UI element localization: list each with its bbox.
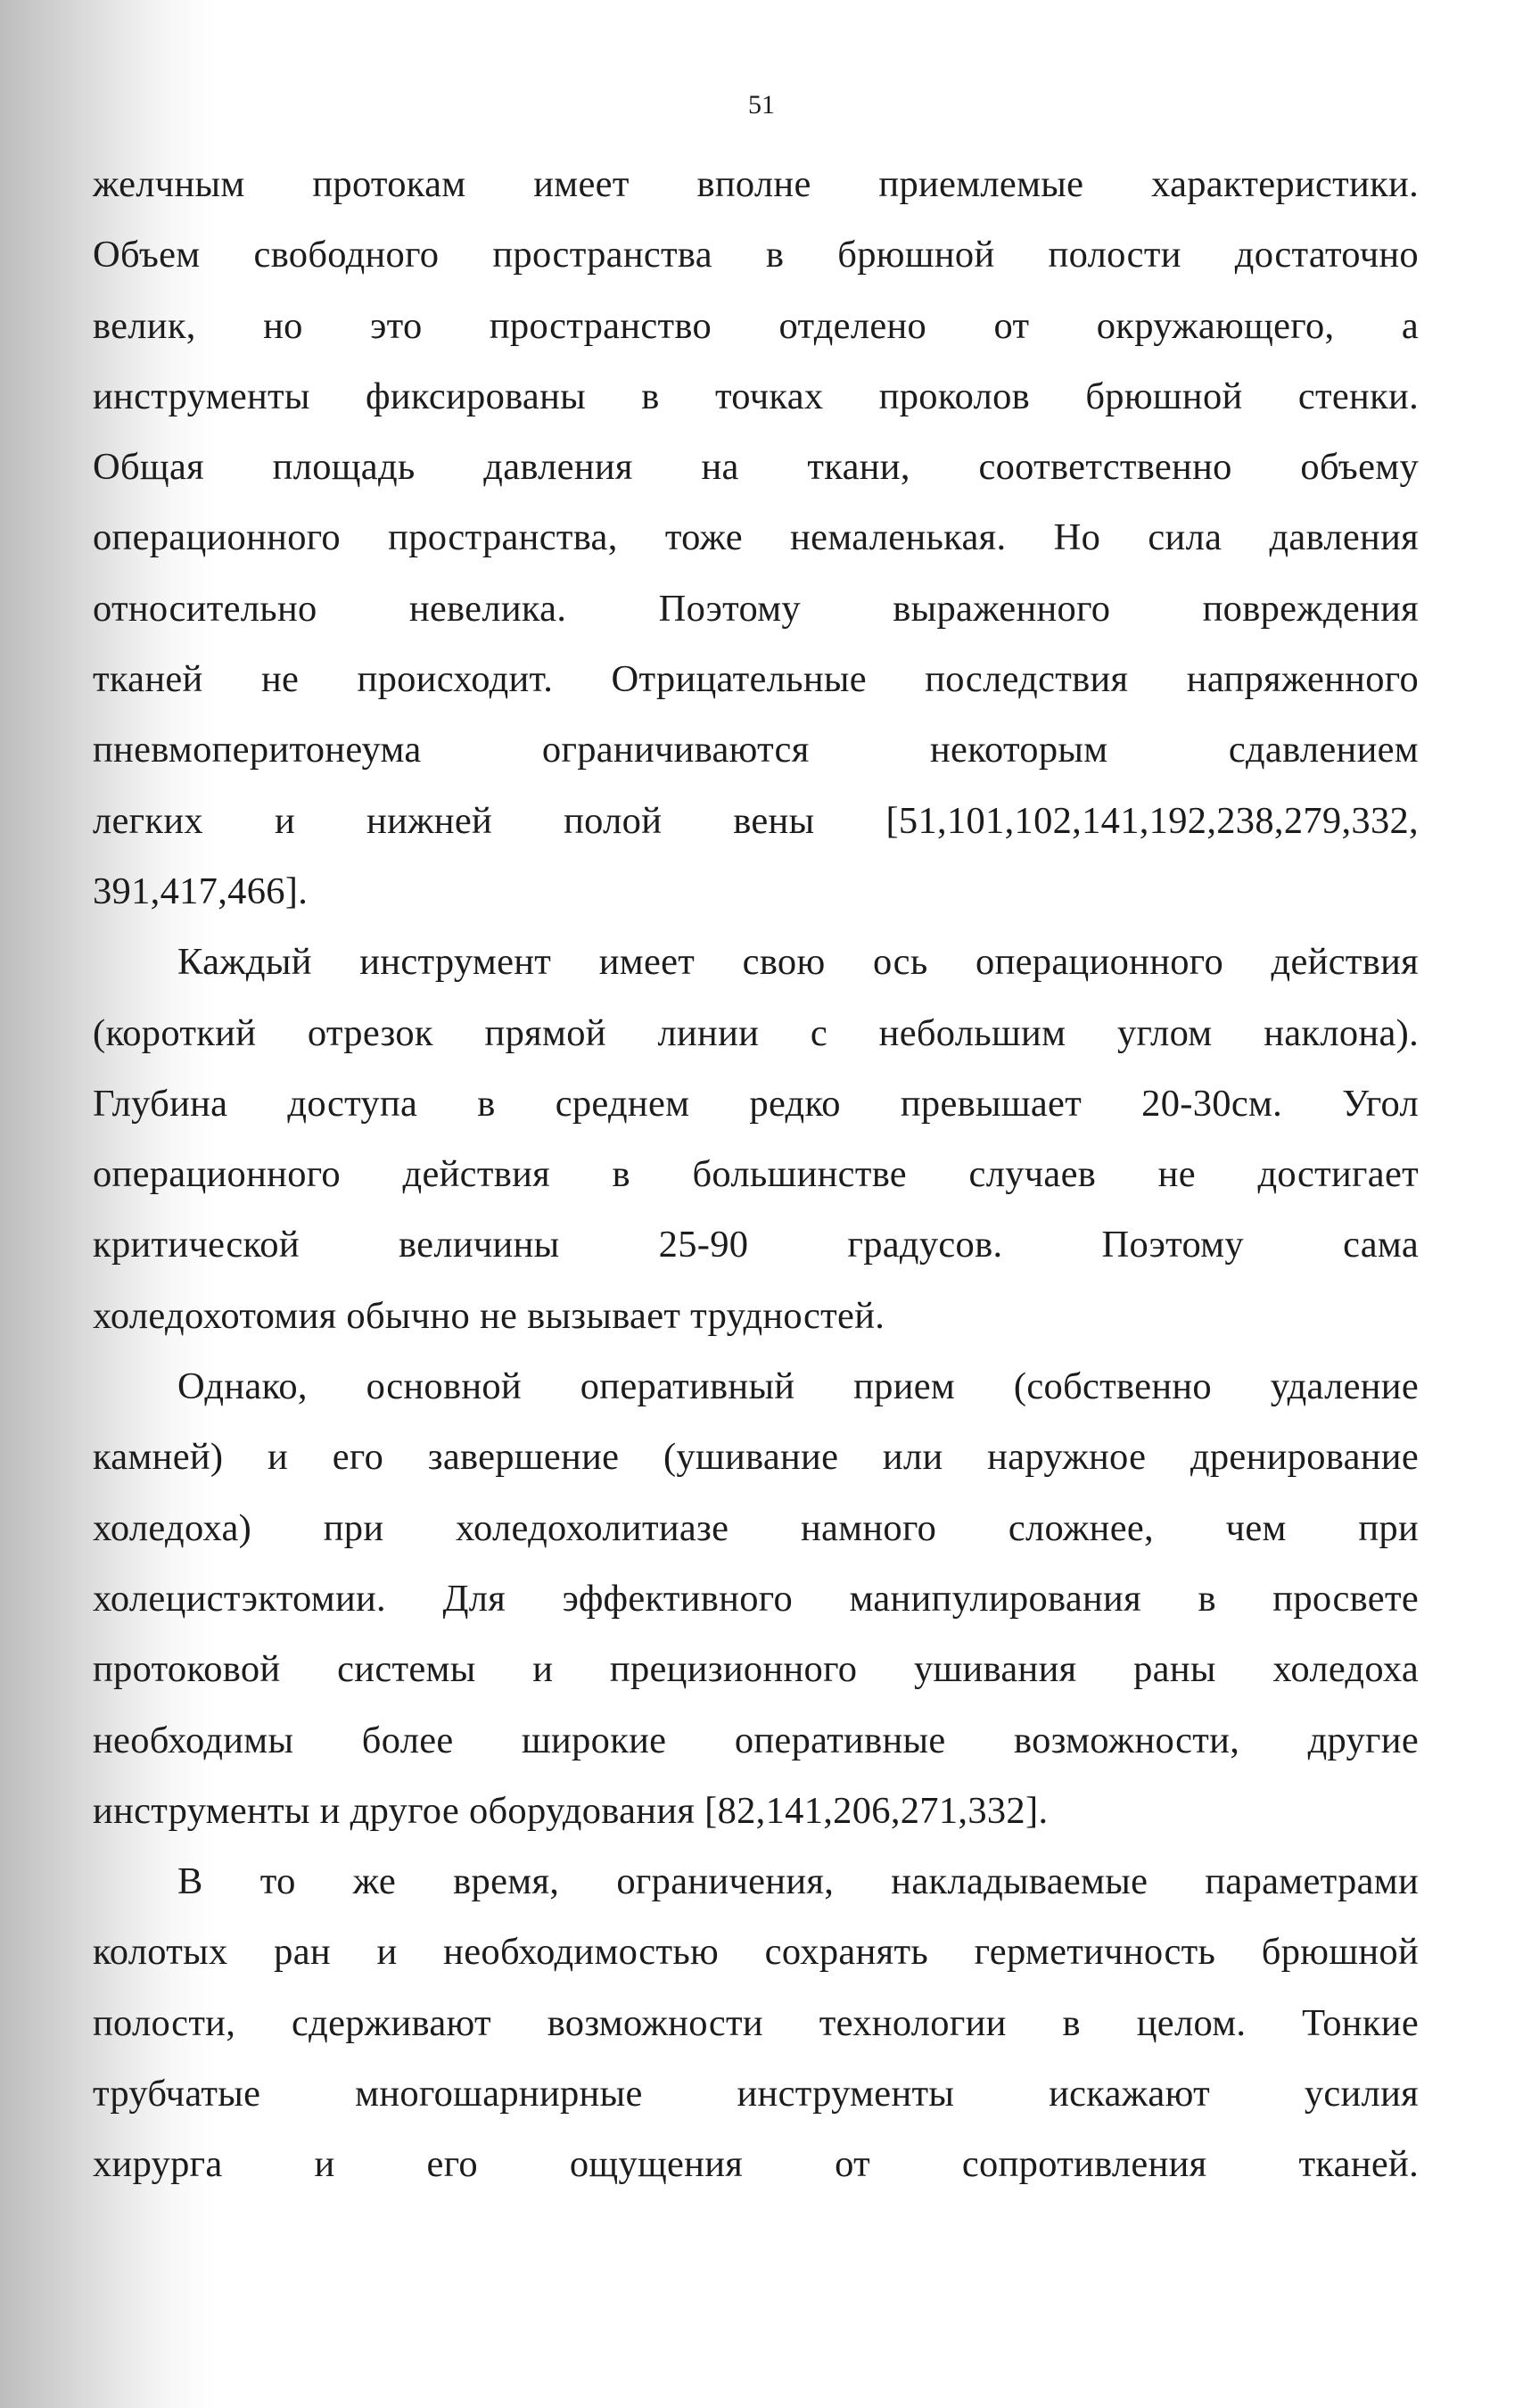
text-line: Каждый инструмент имеет свою ось операционного действия xyxy=(177,941,1419,984)
text-line: 391,417,466]. xyxy=(93,870,309,912)
text-line: инструменты и другое оборудования [82,141,206,271,332]. xyxy=(93,1789,1049,1832)
text-line: В то же время, ограничения, накладываемые параметрами xyxy=(177,1860,1419,1903)
text-line: холедохотомия обычно не вызывает трудностей. xyxy=(93,1294,885,1337)
text-line: инструменты фиксированы в точках проколов брюшной стенки. xyxy=(93,375,1419,417)
text-line: полости, сдерживают возможности технологии в целом. Тонкие xyxy=(93,2001,1419,2044)
text-line: Объем свободного пространства в брюшной полости достаточно xyxy=(93,234,1419,276)
text-line: холедоха) при холедохолитиазе намного сложнее, чем при xyxy=(93,1506,1419,1549)
text-line: пневмоперитонеума ограничиваются некоторым сдавлением xyxy=(93,729,1419,771)
text-line: велик, но это пространство отделено от окружающего, а xyxy=(93,304,1419,347)
text-line: хирурга и его ощущения от сопротивления тканей. xyxy=(93,2143,1419,2186)
text-line: протоковой системы и прецизионного ушивания раны холедоха xyxy=(93,1648,1419,1691)
text-line: трубчатые многошарнирные инструменты искажают усилия xyxy=(93,2073,1419,2115)
text-line: холецистэктомии. Для эффективного манипулирования в просвете xyxy=(93,1577,1419,1620)
text-line: желчным протокам имеет вполне приемлемые характеристики. xyxy=(93,163,1419,205)
page-number: 51 xyxy=(748,90,775,120)
text-body xyxy=(93,149,1419,2200)
paragraph-2 xyxy=(93,927,1419,1351)
paragraph-3 xyxy=(93,1351,1419,1846)
text-line: Глубина доступа в среднем редко превышает 20-30см. Угол xyxy=(93,1082,1419,1125)
text-line: (короткий отрезок прямой линии с небольшим углом наклона). xyxy=(93,1011,1419,1054)
text-line: камней) и его завершение (ушивание или наружное дренирование xyxy=(93,1436,1419,1479)
text-line: относительно невелика. Поэтому выраженного повреждения xyxy=(93,587,1419,630)
text-line: Общая площадь давления на ткани, соответственно объему xyxy=(93,446,1419,489)
paragraph-1 xyxy=(93,149,1419,927)
paragraph-4 xyxy=(93,1846,1419,2199)
text-line: необходимы более широкие оперативные возможности, другие xyxy=(93,1719,1419,1761)
text-line: операционного пространства, тоже немаленькая. Но сила давления xyxy=(93,516,1419,559)
text-line: Однако, основной оперативный прием (собственно удаление xyxy=(177,1365,1419,1408)
text-line: тканей не происходит. Отрицательные последствия напряженного xyxy=(93,658,1419,701)
text-line: легких и нижней полой вены [51,101,102,141,192,238,279,332, xyxy=(93,799,1419,842)
text-line: колотых ран и необходимостью сохранять герметичность брюшной xyxy=(93,1931,1419,1974)
text-line: критической величины 25-90 градусов. Поэтому сама xyxy=(93,1224,1419,1266)
text-line: операционного действия в большинстве случаев не достигает xyxy=(93,1153,1419,1196)
